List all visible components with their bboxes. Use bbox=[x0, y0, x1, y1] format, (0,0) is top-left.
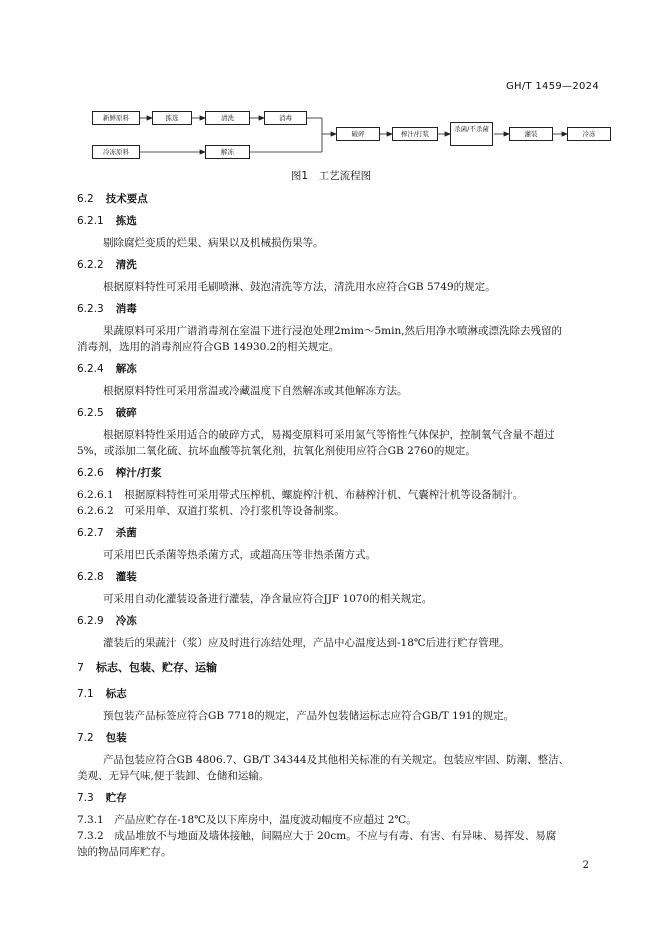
heading-6-2-5 bbox=[77, 405, 137, 420]
heading-number: 7.1 bbox=[77, 688, 94, 700]
heading-6-2-2 bbox=[77, 257, 137, 272]
heading-title: 消毒 bbox=[115, 303, 137, 315]
heading-title: 贮存 bbox=[105, 792, 127, 804]
paragraph-6-2-7: 可采用巴氏杀菌等热杀菌方式，或超高压等非热杀菌方式。 bbox=[103, 549, 376, 561]
heading-7-3 bbox=[77, 790, 127, 805]
heading-title: 解冻 bbox=[115, 363, 137, 375]
flow-box-disinfection: 消毒 bbox=[264, 111, 307, 125]
heading-number: 6.2.4 bbox=[77, 363, 104, 375]
item-6-2-6-2: 6.2.6.2 可采用单、双道打浆机、冷打浆机等设备制浆。 bbox=[77, 505, 345, 517]
heading-6-2-6 bbox=[77, 465, 162, 480]
heading-title: 破碎 bbox=[115, 407, 137, 419]
flow-box-crushing: 破碎 bbox=[336, 127, 380, 141]
paragraph-6-2-5-line2: 5%，或添加二氧化硫、抗坏血酸等抗氧化剂，抗氧化剂使用应符合GB 2760的规定。 bbox=[77, 445, 476, 457]
paragraph-7-1: 预包装产品标签应符合GB 7718的规定，产品外包装储运标志应符合GB/T 191的规定。 bbox=[103, 710, 515, 722]
heading-title: 杀菌 bbox=[115, 527, 137, 539]
heading-7-1 bbox=[77, 686, 127, 701]
heading-title: 技术要点 bbox=[105, 193, 148, 205]
heading-6-2-8 bbox=[77, 569, 137, 584]
heading-number: 6.2.8 bbox=[77, 571, 104, 583]
paragraph-7-2-line2: 美观、无异气味,便于装卸、仓储和运输。 bbox=[77, 770, 270, 782]
flow-box-sterilization: 杀菌/不杀菌 bbox=[450, 122, 493, 146]
paragraph-6-2-2: 根据原料特性可采用毛刷喷淋、鼓泡清洗等方法，清洗用水应符合GB 5749的规定。 bbox=[103, 281, 496, 293]
heading-title: 标志、包装、贮存、运输 bbox=[96, 661, 217, 674]
flow-box-freezing: 冷冻 bbox=[567, 127, 611, 141]
paragraph-7-2-line1: 产品包装应符合GB 4806.7、GB/T 34344及其他相关标准的有关规定。包装应牢固、防潮、整洁、 bbox=[103, 754, 570, 766]
heading-6-2-1 bbox=[77, 213, 137, 228]
figure-caption: 图1 工艺流程图 bbox=[290, 170, 372, 182]
flow-box-juicing: 榨汁/打浆 bbox=[392, 127, 438, 141]
heading-6-2 bbox=[77, 191, 148, 206]
item-6-2-6-1: 6.2.6.1 根据原料特性可采用带式压榨机、螺旋榨汁机、布赫榨汁机、气囊榨汁机等设备制汁。 bbox=[77, 489, 524, 501]
document-id: GH/T 1459—2024 bbox=[505, 81, 599, 92]
heading-number: 6.2.6 bbox=[77, 467, 104, 479]
paragraph-6-2-1: 剔除腐烂变质的烂果、病果以及机械损伤果等。 bbox=[103, 237, 324, 249]
flow-box-frozen-material: 冷冻原料 bbox=[92, 145, 140, 159]
paragraph-6-2-5-line1: 根据原料特性采用适合的破碎方式，易褐变原料可采用氮气等惰性气体保护，控制氧气含量不超过 bbox=[103, 429, 555, 441]
heading-6-2-7 bbox=[77, 525, 137, 540]
item-7-3-2-line2: 蚀的物品同库贮存。 bbox=[77, 846, 172, 858]
heading-number: 6.2.1 bbox=[77, 215, 104, 227]
paragraph-6-2-4: 根据原料特性可采用常温或冷藏温度下自然解冻或其他解冻方法。 bbox=[103, 385, 408, 397]
heading-6-2-9 bbox=[77, 613, 137, 628]
flow-box-sorting: 拣选 bbox=[152, 111, 192, 125]
heading-6-2-4 bbox=[77, 361, 137, 376]
flow-box-filling: 灌装 bbox=[509, 127, 553, 141]
paragraph-6-2-9: 灌装后的果蔬汁（浆）应及时进行冻结处理，产品中心温度达到-18℃后进行贮存管理。 bbox=[103, 637, 510, 649]
heading-7-2 bbox=[77, 730, 127, 745]
heading-number: 7 bbox=[77, 661, 84, 674]
flow-box-fresh-material: 新鲜原料 bbox=[92, 111, 140, 125]
flow-box-thawing: 解冻 bbox=[205, 145, 250, 159]
heading-title: 包装 bbox=[105, 732, 127, 744]
heading-6-2-3 bbox=[77, 301, 137, 316]
paragraph-6-2-8: 可采用自动化灌装设备进行灌装，净含量应符合JJF 1070的相关规定。 bbox=[103, 593, 433, 605]
heading-7 bbox=[77, 659, 217, 675]
heading-title: 灌装 bbox=[115, 571, 137, 583]
heading-title: 标志 bbox=[105, 688, 127, 700]
heading-number: 6.2.9 bbox=[77, 615, 104, 627]
heading-number: 6.2.7 bbox=[77, 527, 104, 539]
heading-title: 榨汁/打浆 bbox=[115, 467, 162, 479]
heading-number: 6.2.3 bbox=[77, 303, 104, 315]
paragraph-6-2-3-line2: 消毒剂，选用的消毒剂应符合GB 14930.2的相关规定。 bbox=[77, 341, 340, 353]
heading-number: 7.2 bbox=[77, 732, 94, 744]
page-number: 2 bbox=[582, 860, 589, 871]
heading-number: 6.2.2 bbox=[77, 259, 104, 271]
heading-title: 拣选 bbox=[115, 215, 137, 227]
item-7-3-1: 7.3.1 产品应贮存在-18℃及以下库房中，温度波动幅度不应超过 2℃。 bbox=[77, 814, 417, 826]
heading-title: 冷冻 bbox=[115, 615, 137, 627]
heading-number: 7.3 bbox=[77, 792, 94, 804]
heading-number: 6.2 bbox=[77, 193, 94, 205]
item-7-3-2-line1: 7.3.2 成品堆放不与地面及墙体接触，间隔应大于 20cm。不应与有毒、有害、有异味、易挥发、易腐 bbox=[77, 830, 557, 842]
paragraph-6-2-3-line1: 果蔬原料可采用广谱消毒剂在室温下进行浸泡处理2mim～5min,然后用净水喷淋或漂洗除去残留的 bbox=[103, 325, 563, 337]
flow-box-washing: 清洗 bbox=[205, 111, 250, 125]
heading-number: 6.2.5 bbox=[77, 407, 104, 419]
heading-title: 清洗 bbox=[115, 259, 137, 271]
process-flowchart bbox=[0, 0, 662, 170]
